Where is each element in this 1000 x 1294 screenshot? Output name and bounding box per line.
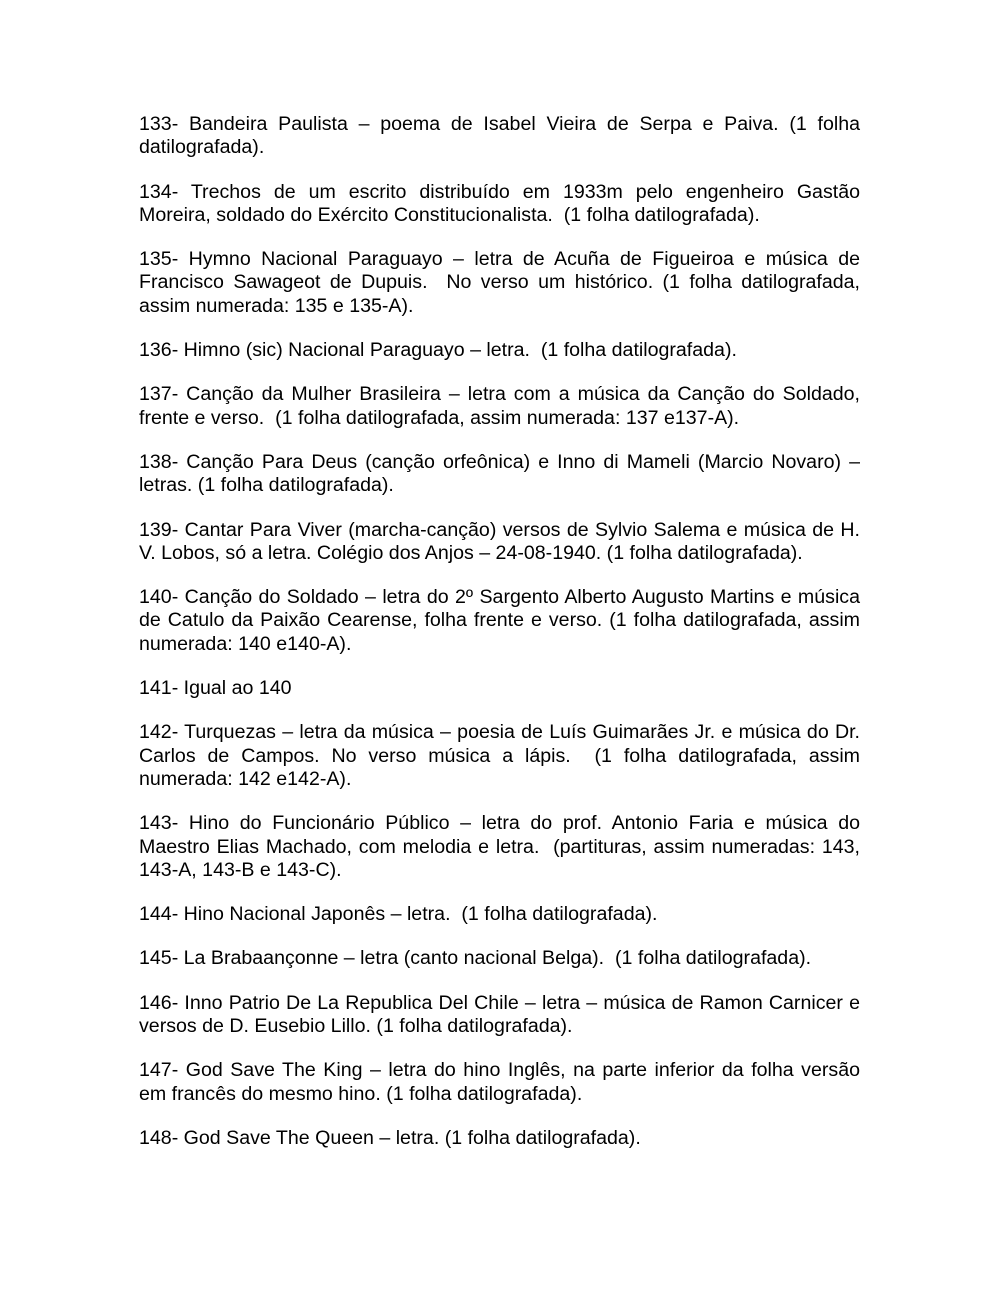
catalog-entry-135: 135- Hymno Nacional Paraguayo – letra de Acuña de Figueiroa e música de Francisco Sawageot de Dupuis. No verso um histórico. (1 folha datilografada, assim numerada: 135 e 135-A). <box>139 248 860 317</box>
catalog-entry-134: 134- Trechos de um escrito distribuído em 1933m pelo engenheiro Gastão Moreira, soldado do Exército Constitucionalista. (1 folha datilografada). <box>139 180 860 226</box>
catalog-entry-147: 147- God Save The King – letra do hino Inglês, na parte inferior da folha versão em francês do mesmo hino. (1 folha datilografada). <box>139 1059 860 1105</box>
catalog-entry-142: 142- Turquezas – letra da música – poesia de Luís Guimarães Jr. e música do Dr. Carlos de Campos. No verso música a lápis. (1 folha datilografada, assim numerada: 142 e142-A). <box>139 721 860 790</box>
catalog-entry-139: 139- Cantar Para Viver (marcha-canção) versos de Sylvio Salema e música de H. V. Lobos, só a letra. Colégio dos Anjos – 24-08-1940. (1 folha datilografada). <box>139 518 860 564</box>
catalog-entry-140: 140- Canção do Soldado – letra do 2º Sargento Alberto Augusto Martins e música de Catulo da Paixão Cearense, folha frente e verso. (1 folha datilografada, assim numerada: 140 e140-A). <box>139 586 860 655</box>
catalog-entry-141: 141- Igual ao 140 <box>139 677 292 700</box>
catalog-entry-144: 144- Hino Nacional Japonês – letra. (1 folha datilografada). <box>139 903 658 926</box>
catalog-entry-145: 145- La Brabaançonne – letra (canto nacional Belga). (1 folha datilografada). <box>139 947 812 970</box>
catalog-entry-133: 133- Bandeira Paulista – poema de Isabel Vieira de Serpa e Paiva. (1 folha datilografada). <box>139 113 860 159</box>
catalog-entry-146: 146- Inno Patrio De La Republica Del Chile – letra – música de Ramon Carnicer e versos de D. Eusebio Lillo. (1 folha datilografada). <box>139 991 860 1038</box>
catalog-entry-148: 148- God Save The Queen – letra. (1 folha datilografada). <box>139 1126 641 1149</box>
catalog-entry-136: 136- Himno (sic) Nacional Paraguayo – letra. (1 folha datilografada). <box>139 339 737 362</box>
catalog-entry-143: 143- Hino do Funcionário Público – letra do prof. Antonio Faria e música do Maestro Elias Machado, com melodia e letra. (partituras, assim numeradas: 143, 143-A, 143-B e 143-C). <box>139 812 860 881</box>
catalog-entry-137: 137- Canção da Mulher Brasileira – letra com a música da Canção do Soldado, frente e verso. (1 folha datilografada, assim numerada: 137 e137-A). <box>139 383 860 429</box>
catalog-entry-138: 138- Canção Para Deus (canção orfeônica) e Inno di Mameli (Marcio Novaro) – letras. (1 folha datilografada). <box>139 450 860 497</box>
